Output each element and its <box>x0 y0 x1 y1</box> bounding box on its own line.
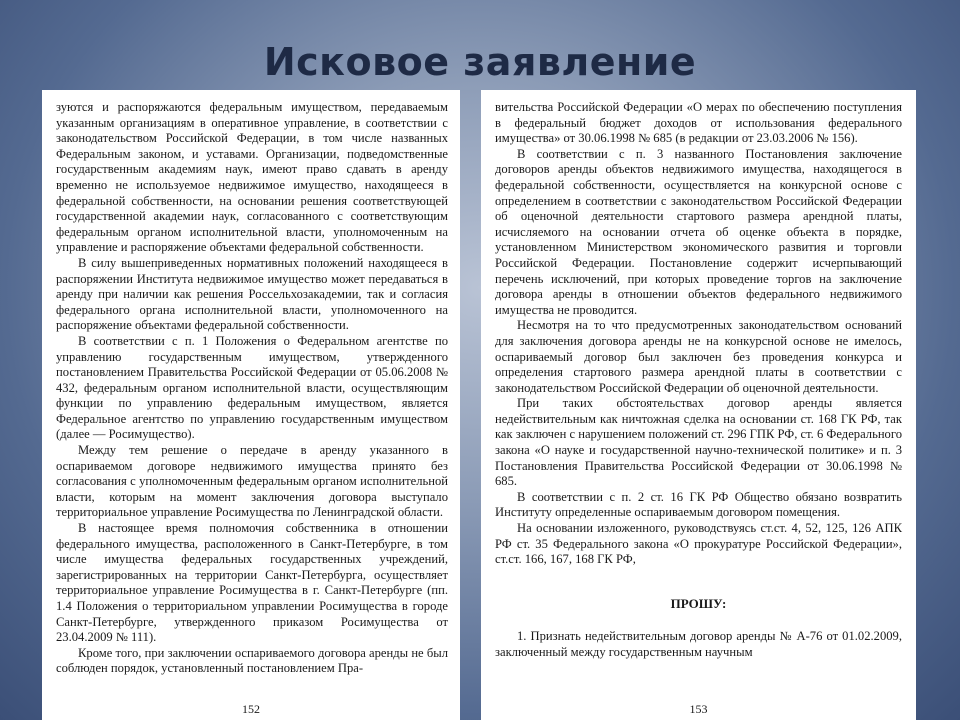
right-paragraph-5: В соответствии с п. 2 ст. 16 ГК РФ Общество обязано возвратить Институту определенные оспариваемым договором помещения. <box>495 489 902 520</box>
right-paragraph-3: Несмотря на то что предусмотренных законодательством оснований для заключения договора аренды не на конкурсной основе не имелось, оспариваемый договор был заключен без проведения конкурса и определения стартового размера арендной платы в соответствии с законодательством Российской Федерации об оценочной деятельности. <box>495 318 902 395</box>
right-paragraph-4: При таких обстоятельствах договор аренды является недействительным как ничтожная сделка на основании ст. 168 ГК РФ, так как заключен с нарушением положений ст. 296 ГПК РФ, ст. 6 Федерального закона «О науке и государственной научно-технической политике» и п. 3 Постановления Правительства Российской Федерации от 30.06.1998 № 685. <box>495 396 903 489</box>
left-paragraph-6: Кроме того, при заключении оспариваемого договора аренды не был соблюден порядок, установленный постановлением Пра- <box>56 645 448 676</box>
right-closing-paragraph: 1. Признать недействительным договор аренды № А-76 от 01.02.2009, заключенный между государственным научным <box>495 629 902 659</box>
left-paragraph-5: В настоящее время полномочия собственника в отношении федерального имущества, расположенного в Санкт-Петербурге, в том числе имущества федеральных государственных учреждений, зарегистрированных на территории Санкт-Петербурга, осуществляет территориальное управление Росимущества в г. Санкт-Петербурге (пп. 1.4 Положения о территориальном управлении Росимущества в городе Санкт-Петербурге, утвержденного приказом Росимущества от 23.04.2009 № 111). <box>56 521 448 645</box>
request-heading: ПРОШУ: <box>670 595 727 611</box>
right-paragraph-1: вительства Российской Федерации «О мерах по обеспечению поступления в федеральный бюджет доходов от использования федерального имущества» от 30.06.1998 № 685 (в редакции от 23.03.2006 № 156). <box>495 100 902 146</box>
left-paragraph-4: Между тем решение о передаче в аренду указанного в оспариваемом договоре недвижимого имущества принято без согласования с уполномоченным федеральным органом исполнительной власти, которым на момент заключения договора выступало территориальное управление Росимущества по Ленинградской области. <box>56 443 448 520</box>
right-paragraph-2: В соответствии с п. 3 названного Постановления заключение договоров аренды объектов недвижимого имущества, находящегося в федеральной собственности, осуществляется на конкурсной основе с определением в соответствии с законодательством Российской Федерации об оценочной деятельности стартового размера арендной платы, исчисляемого на основании отчета об оценке объекта в порядке, установленном Министерством экономического развития и торговли Российской Федерации. Постановление содержит исчерпывающий перечень исключений, при которых проведение торгов на заключение договора аренды в отношении объектов федерального недвижимого имущества не проводится. <box>495 146 902 317</box>
slide-title: Исковое заявление <box>263 40 697 84</box>
page-number-left: 152 <box>242 702 260 717</box>
left-paragraph-2: В силу вышеприведенных нормативных положений находящееся в распоряжении Института недвижимое имущество может передаваться в аренду при наличии как решения Россельхозакадемии, так и согласия федерального органа исполнительной власти, уполномоченного на распоряжение объектами федеральной собственности. <box>56 255 448 333</box>
document-page-right <box>481 90 916 720</box>
left-paragraph-1: зуются и распоряжаются федеральным имуществом, передаваемым указанным организациям в оперативное управление, в соответствии с законодательством Российской Федерации, в том числе названных Федеральным законом, и уставами. Организации, подведомственные государственным академиям наук, имеют право сдавать в аренду временно не используемое недвижимое имущество, находящееся в федеральной собственности, на основании решения соответствующей государственной академии наук, согласованного с соответствующим федеральным органом исполнительной власти, уполномоченным на управление и распоряжение объектами федеральной собственности. <box>56 100 448 255</box>
left-paragraph-3: В соответствии с п. 1 Положения о Федеральном агентстве по управлению государственным имуществом, утвержденного постановлением Правительства Российской Федерации от 05.06.2008 № 432, федеральным органом исполнительной власти, осуществляющим функции по управлению федеральным имуществом, является Федеральное агентство по управлению государственным имуществом (далее — Росимущество). <box>56 333 448 442</box>
page-number-right: 153 <box>689 702 708 717</box>
document-page-left <box>42 90 460 720</box>
right-paragraph-6: На основании изложенного, руководствуясь ст.ст. 4, 52, 125, 126 АПК РФ ст. 35 Федерального закона «О прокуратуре Российской Федерации», ст.ст. 166, 167, 168 ГК РФ, <box>495 521 902 567</box>
